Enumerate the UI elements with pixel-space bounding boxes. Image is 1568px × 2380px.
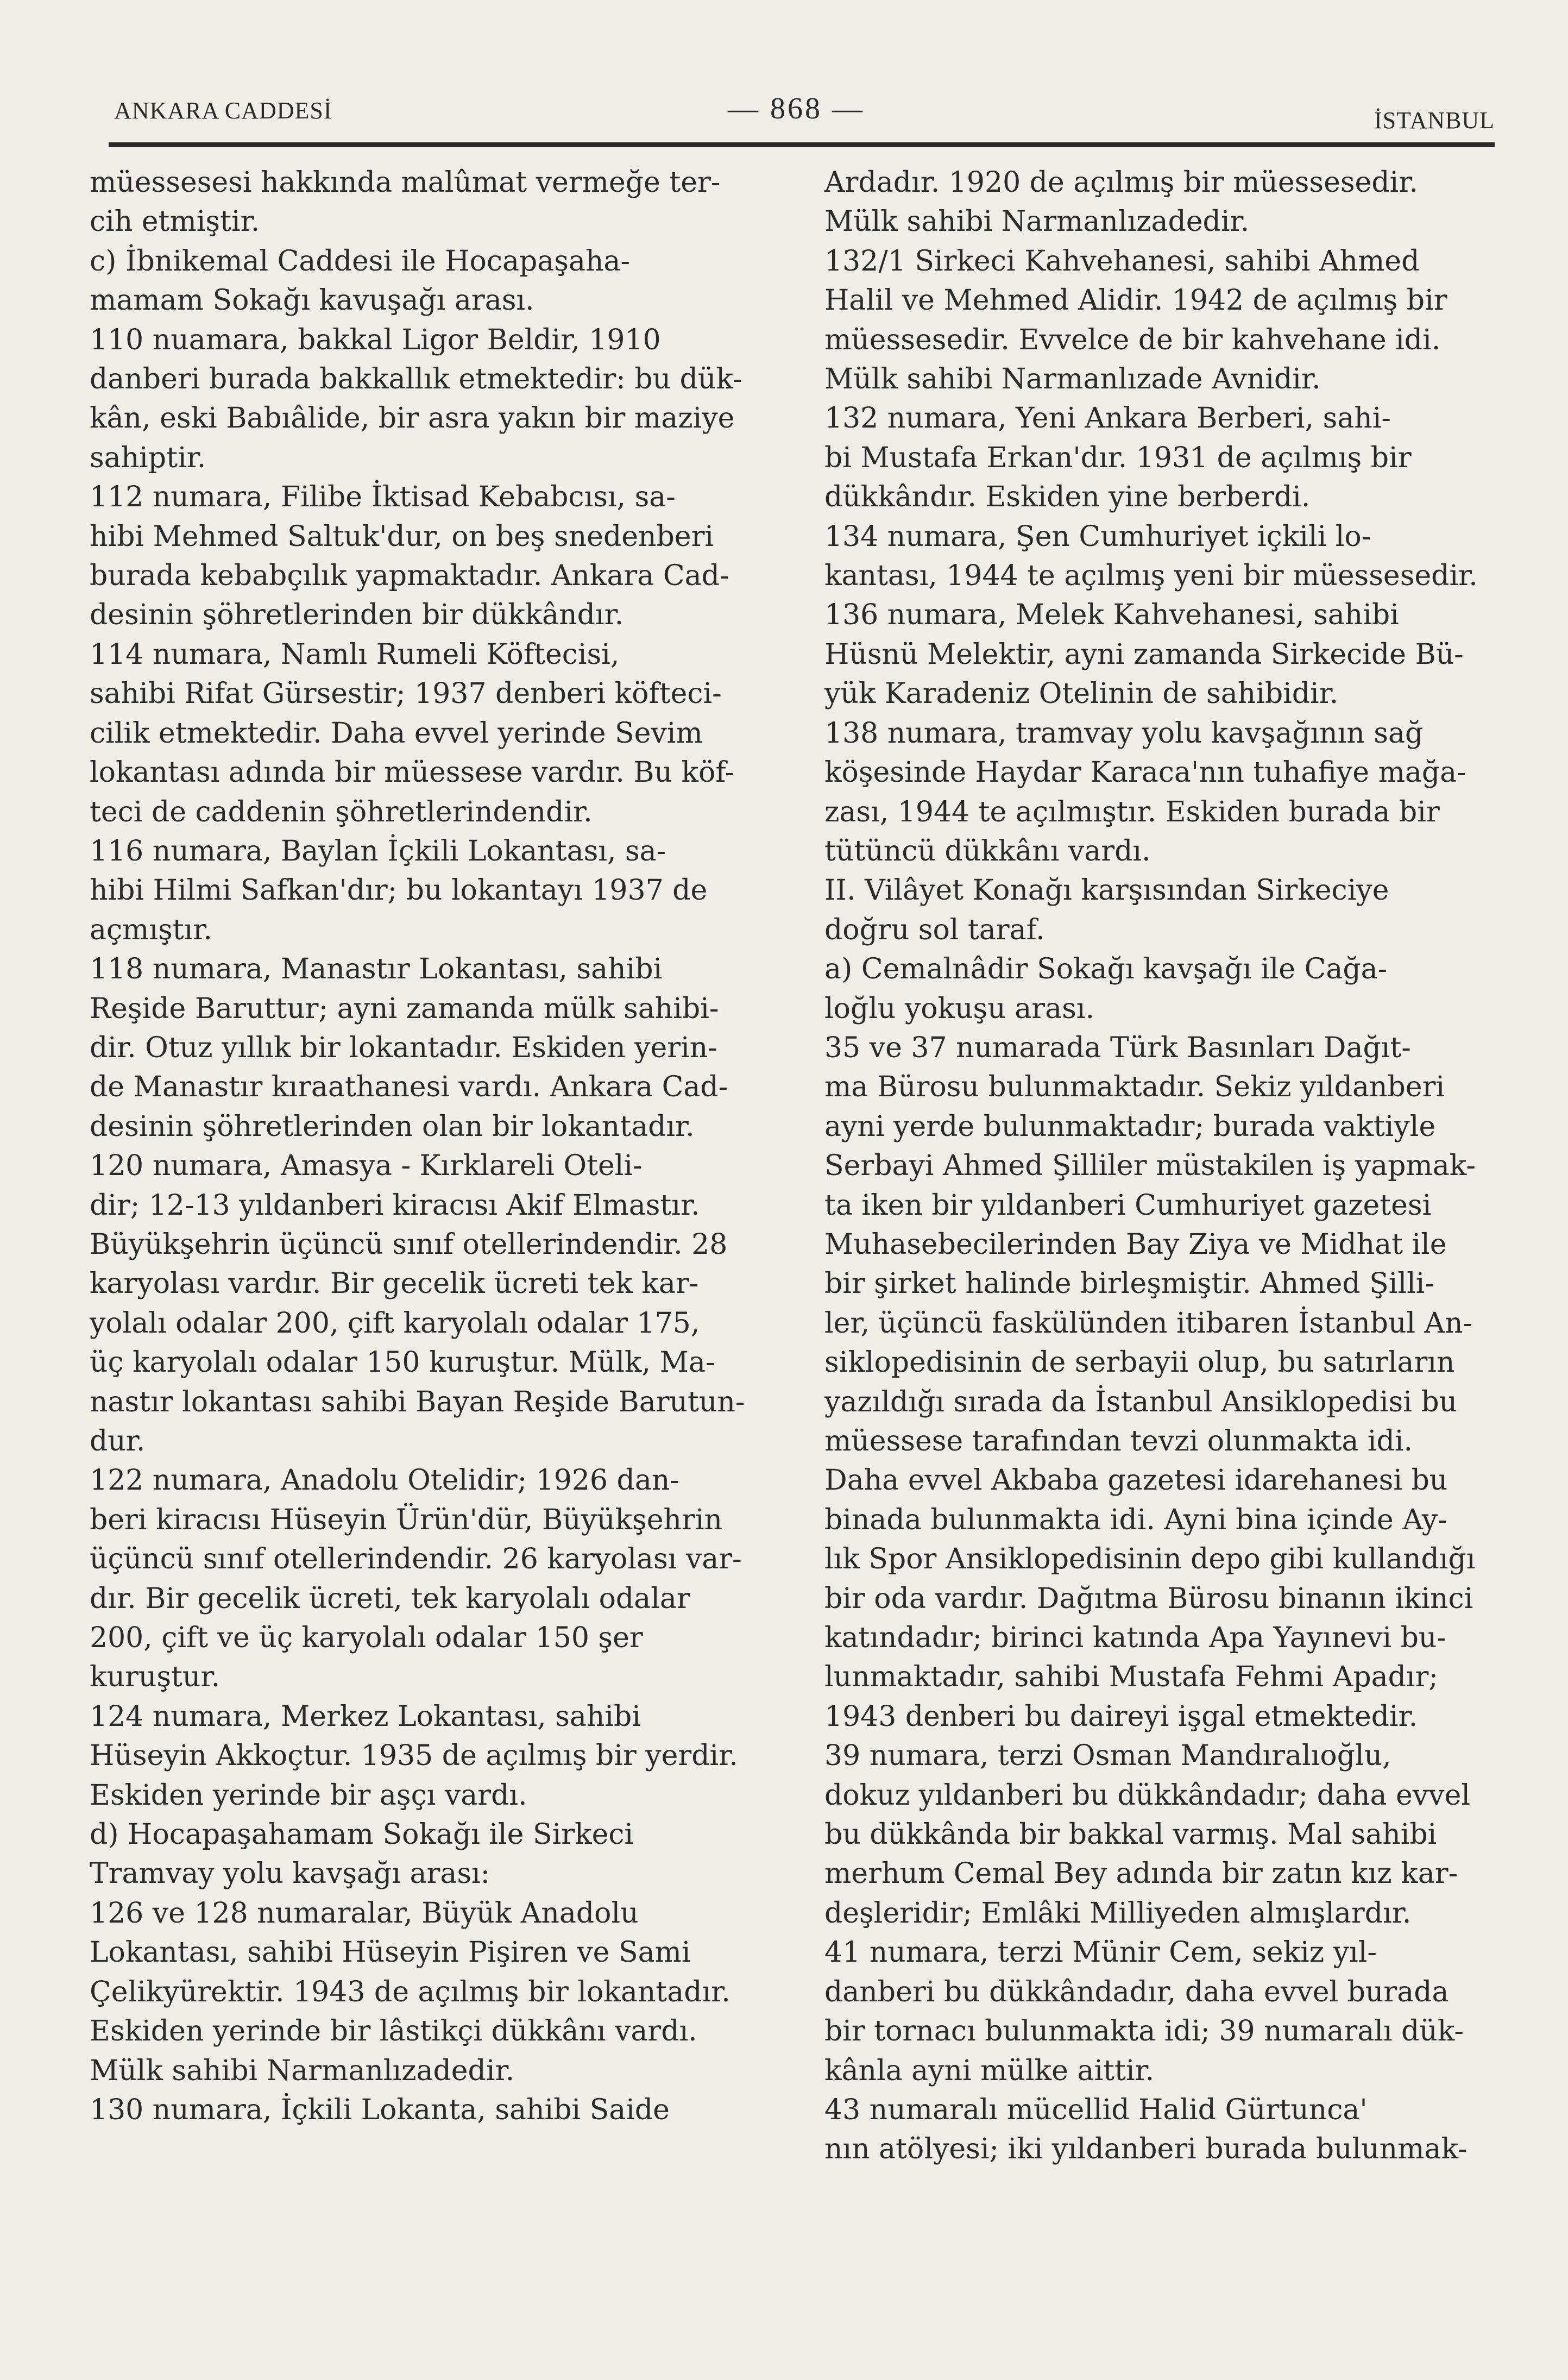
paragraph: 122 numara, Anadolu Otelidir; 1926 dan- beri kiracısı Hüseyin Ürün'dür, Büyükşehrin üçüncü sınıf otellerindendir. 26 karyolası var- dır. Bir gecelik ücreti, tek karyolalı odalar 200, çift ve üç karyolalı odalar 150 şer kuruştur.	[90, 1464, 742, 1694]
left-column	[90, 163, 752, 2130]
paragraph: 116 numara, Baylan İçkili Lokantası, sa- hibi Hilmi Safkan'dır; bu lokantayı 1937 de açmıştır.	[90, 834, 708, 946]
paragraph: 126 ve 128 numaralar, Büyük Anadolu Lokantası, sahibi Hüseyin Pişiren ve Sami Çelikyürektir. 1943 de açılmış bir lokantadır. Eskiden yerinde bir lâstikçi dükkânı vardı. Mülk sahibi Narmanlızadedir.	[90, 1897, 731, 2087]
paragraph: 39 numara, terzi Osman Mandıralıoğlu, dokuz yıldanberi bu dükkândadır; daha evvel bu dükkânda bir bakkal varmış. Mal sahibi merhum Cemal Bey adında bir zatın kız kar- deşleridir; Emlâki Milliyeden almışlardır.	[824, 1740, 1470, 1930]
header-rule	[109, 142, 1495, 147]
paragraph: müessesesi hakkında malûmat vermeğe ter- cih etmiştir.	[90, 166, 721, 238]
page-header	[109, 91, 1495, 135]
paragraph: 130 numara, İçkili Lokanta, sahibi Saide	[90, 2093, 670, 2126]
running-title-right: İSTANBUL	[1374, 107, 1495, 134]
paragraph: 120 numara, Amasya - Kırklareli Oteli- dir; 12-13 yıldanberi kiracısı Akif Elmastır. Büyükşehrin üçüncü sınıf otellerindendir. 28 karyolası vardır. Bir gecelik ücreti tek kar- yolalı odalar 200, çift karyolalı odalar 175, üç karyolalı odalar 150 kuruştur. Mülk, Ma- nastır lokantası sahibi Bayan Reşide Barutun- dur.	[90, 1150, 745, 1458]
paragraph: 124 numara, Merkez Lokantası, sahibi Hüseyin Akkoçtur. 1935 de açılmış bir yerdir. Eskiden yerinde bir aşçı vardı.	[90, 1700, 738, 1812]
paragraph: 136 numara, Melek Kahvehanesi, sahibi Hüsnü Melektir, ayni zamanda Sirkecide Bü- yük Karadeniz Otelinin de sahibidir.	[824, 599, 1464, 711]
paragraph: 134 numara, Şen Cumhuriyet içkili lo- kantası, 1944 te açılmış yeni bir müessesedir.	[824, 520, 1478, 593]
paragraph: a) Cemalnâdir Sokağı kavşağı ile Cağa- loğlu yokuşu arası.	[824, 953, 1388, 1025]
paragraph: d) Hocapaşahamam Sokağı ile Sirkeci Tramvay yolu kavşağı arası:	[90, 1818, 634, 1891]
paragraph: Ardadır. 1920 de açılmış bir müessesedir. Mülk sahibi Narmanlızadedir.	[824, 166, 1418, 238]
paragraph: 114 numara, Namlı Rumeli Köftecisi, sahibi Rifat Gürsestir; 1937 denberi köfteci- cilik etmektedir. Daha evvel yerinde Sevim lokantası adında bir müessese vardır. Bu köf- teci de caddenin şöhretlerindendir.	[90, 638, 735, 828]
paragraph: II. Vilâyet Konağı karşısından Sirkeciye doğru sol taraf.	[824, 874, 1389, 946]
paragraph: 138 numara, tramvay yolu kavşağının sağ köşesinde Haydar Karaca'nın tuhafiye mağa- zası, 1944 te açılmıştır. Eskiden burada bir tütüncü dükkânı vardı.	[824, 717, 1466, 868]
right-column	[824, 163, 1491, 2169]
paragraph: 132/1 Sirkeci Kahvehanesi, sahibi Ahmed Halil ve Mehmed Alidir. 1942 de açılmış bir müessesedir. Evvelce de bir kahvehane idi. Mülk sahibi Narmanlızade Avnidir.	[824, 244, 1447, 396]
page-number: — 868 —	[728, 92, 865, 125]
paragraph: 118 numara, Manastır Lokantası, sahibi Reşide Baruttur; ayni zamanda mülk sahibi- dir. Otuz yıllık bir lokantadır. Eskiden yerin- de Manastır kıraathanesi vardı. Ankara Cad- desinin şöhretlerinden olan bir lokantadır.	[90, 953, 728, 1143]
paragraph: 43 numaralı mücellid Halid Gürtunca' nın atölyesi; iki yıldanberi burada bulunmak-	[824, 2093, 1468, 2166]
paragraph: 35 ve 37 numarada Türk Basınları Dağıt- ma Bürosu bulunmaktadır. Sekiz yıldanberi ayni yerde bulunmaktadır; burada vaktiyle Serbayi Ahmed Şilliler müstakilen iş yapmak- ta iken bir yıldanberi Cumhuriyet gazetesi Muhasebecilerinden Bay Ziya ve Midhat ile bir şirket halinde birleşmiştir. Ahmed Şilli- ler, üçüncü faskülünden itibaren İstanbul An- siklopedisinin de serbayii olup, bu satırların yazıldığı sırada da İstanbul Ansiklopedisi bu müessese tarafından tevzi olunmakta idi. Daha evvel Akbaba gazetesi idarehanesi bu binada bulunmakta idi. Ayni bina içinde Ay- lık Spor Ansiklopedisinin depo gibi kullandığı bir oda vardır. Dağıtma Bürosu binanın ikinci katındadır; birinci katında Apa Yayınevi bu- lunmaktadır, sahibi Mustafa Fehmi Apadır; 1943 denberi bu daireyi işgal etmektedir.	[824, 1031, 1476, 1733]
paragraph: c) İbnikemal Caddesi ile Hocapaşaha- mamam Sokağı kavuşağı arası.	[90, 244, 631, 317]
paragraph: 110 nuamara, bakkal Ligor Beldir, 1910 danberi burada bakkallık etmektedir: bu dük- kân, eski Babıâlide, bir asra yakın bir maziye sahiptir.	[90, 323, 742, 474]
paragraph: 132 numara, Yeni Ankara Berberi, sahi- bi Mustafa Erkan'dır. 1931 de açılmış bir dükkândır. Eskiden yine berberdi.	[824, 402, 1412, 514]
paragraph: 112 numara, Filibe İktisad Kebabcısı, sa- hibi Mehmed Saltuk'dur, on beş snedenberi burada kebabçılık yapmaktadır. Ankara Cad- desinin şöhretlerinden bir dükkândır.	[90, 481, 729, 632]
running-title-left: ANKARA CADDESİ	[114, 97, 332, 124]
paragraph: 41 numara, terzi Münir Cem, sekiz yıl- danberi bu dükkândadır, daha evvel burada bir tornacı bulunmakta idi; 39 numaralı dük- kânla ayni mülke aittir.	[824, 1936, 1464, 2087]
